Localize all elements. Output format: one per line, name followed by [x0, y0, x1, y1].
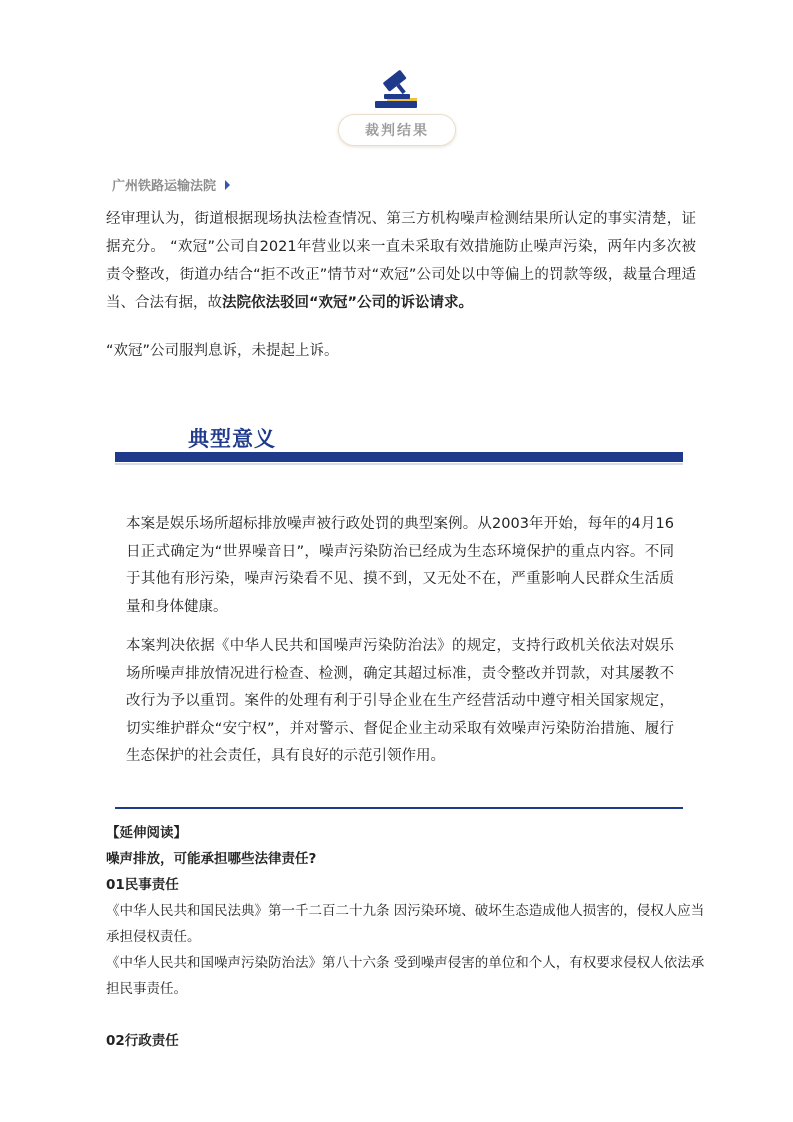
section-badge	[338, 114, 456, 146]
court-name-label: 广州铁路运输法院	[112, 179, 217, 194]
section-badge-label: 裁判结果	[365, 123, 429, 139]
section-title: 典型意义	[188, 427, 276, 451]
administrative-liability-heading: 02行政责任	[106, 1033, 179, 1049]
extended-heading: 【延伸阅读】	[106, 825, 187, 841]
spacer	[106, 1002, 706, 1028]
significance-paragraph-2: 本案判决依据《中华人民共和国噪声污染防治法》的规定，支持行政机关依法对娱乐场所噪声排放情况进行检查、检测，确定其超过标准，责令整改并罚款，对其屡教不改行为予以重罚。案件的处理有利于引导企业在生产经营活动中遵守相关国家规定，切实维护群众“安宁权”，并对警示、督促企业主动采取有效噪声污染防治措施、履行生态保护的社会责任，具有良好的示范引领作用。	[126, 638, 674, 764]
extended-question: 噪声排放，可能承担哪些法律责任?	[106, 851, 317, 867]
civil-law-article-1: 《中华人民共和国民法典》第一千二百二十九条 因污染环境、破坏生态造成他人损害的，侵权人应当承担侵权责任。	[106, 903, 705, 945]
judgment-paragraph	[106, 205, 696, 317]
civil-law-article-2: 《中华人民共和国噪声污染防治法》第八十六条 受到噪声侵害的单位和个人，有权要求侵权人依法承担民事责任。	[106, 955, 705, 997]
judgment-outcome: “欢冠”公司服判息诉，未提起上诉。	[106, 343, 339, 359]
judgment-conclusion: 法院依法驳回“欢冠”公司的诉讼请求。	[222, 295, 474, 311]
significance-paragraph-1: 本案是娱乐场所超标排放噪声被行政处罚的典型案例。从2003年开始，每年的4月16日正式确定为“世界噪音日”，噪声污染防治已经成为生态环境保护的重点内容。不同于其他有形污染，噪声污染看不见、摸不到，又无处不在，严重影响人民群众生活质量和身体健康。	[126, 516, 674, 615]
judgment-text: 经审理认为，街道根据现场执法检查情况、第三方机构噪声检测结果所认定的事实清楚，证据充分。 “欢冠”公司自2021年营业以来一直未采取有效措施防止噪声污染，两年内多次被责令整改，街道办结合“拒不改正”情节对“欢冠”公司处以中等偏上的罚款等级，裁量合理适当、合法有据，故	[106, 211, 696, 311]
court-name	[112, 175, 230, 194]
extended-reading	[106, 820, 706, 1054]
gavel-icon	[371, 69, 423, 111]
civil-liability-heading: 01民事责任	[106, 877, 179, 893]
triangle-right-icon	[225, 180, 230, 190]
section-title-bar	[115, 452, 683, 462]
divider	[115, 807, 683, 809]
section-title-underline	[115, 463, 683, 465]
